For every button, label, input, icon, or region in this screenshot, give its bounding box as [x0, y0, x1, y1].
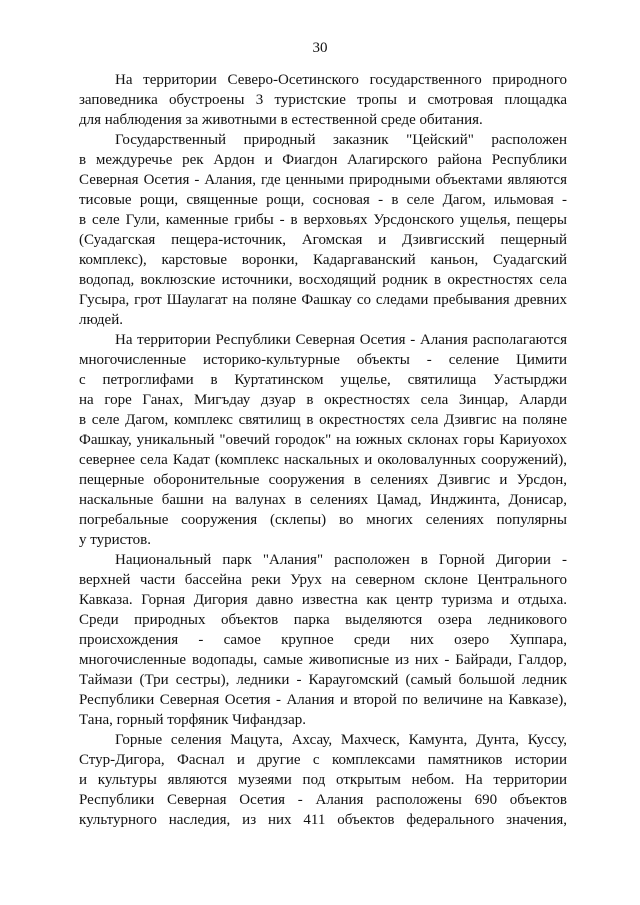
text-line: на горе Ганах, Мигъдау дзуар в окрестностях села Зинцар, Аларди [79, 392, 567, 408]
text-line: Стур-Дигора, Фаснал и другие с комплексами памятников истории [79, 752, 567, 768]
paragraph-5 [79, 730, 567, 830]
text-line: для наблюдения за животными в естественной среде обитания. [79, 112, 483, 128]
text-line: Фашкау, уникальный "овечий городок" на южных склонах горы Кариуохох [79, 432, 567, 448]
text-line: людей. [79, 312, 123, 328]
text-line: Таймази (Три сестры), ледники - Караугомский (самый большой ледник [79, 672, 567, 688]
page-number: 30 [312, 40, 328, 56]
paragraph-3 [79, 330, 567, 550]
text-line: Тана, горный торфяник Чифандзар. [79, 712, 306, 728]
text-line: севернее села Кадат (комплекс наскальных и околовалунных сооружений), [79, 452, 567, 468]
text-line: Государственный природный заказник "Цейский" расположен [115, 132, 567, 148]
body-text [79, 70, 567, 830]
text-line: Горные селения Мацута, Ахсау, Махческ, Камунта, Дунта, Куссу, [115, 732, 567, 748]
text-line: пещерные оборонительные сооружения в селениях Дзивгис и Урсдон, [79, 472, 567, 488]
paragraph-4 [79, 550, 567, 730]
text-line: в селе Дагом, комплекс святилищ в окрестностях села Дзивгис на поляне [79, 412, 567, 428]
text-line: с петроглифами в Куртатинском ущелье, святилища Уастырджи [79, 372, 567, 388]
text-line: верхней части бассейна реки Урух на северном склоне Центрального [79, 572, 567, 588]
text-line: культурного наследия, из них 411 объектов федерального значения, [79, 812, 567, 828]
text-line: Республики Северная Осетия - Алания и второй по величине на Кавказе), [79, 692, 567, 708]
text-line: заповедника обустроены 3 туристские тропы и смотровая площадка [79, 92, 567, 108]
text-line: комплекс), карстовые воронки, Кадаргаванский каньон, Суадагский [79, 252, 567, 268]
text-line: Гусыра, грот Шаулагат на поляне Фашкау со следами пребывания древних [79, 292, 567, 308]
text-line: На территории Северо-Осетинского государственного природного [115, 72, 567, 88]
text-line: многочисленные историко-культурные объекты - селение Цимити [79, 352, 567, 368]
text-line: в селе Гули, каменные грибы - в верховьях Урсдонского ущелья, пещеры [79, 212, 567, 228]
text-line: в междуречье рек Ардон и Фиагдон Алагирского района Республики [79, 152, 567, 168]
text-line: происхождения - самое крупное среди них озеро Хуппара, [79, 632, 567, 648]
text-line: (Суадагская пещера-источник, Агомская и Дзивгисский пещерный [79, 232, 567, 248]
text-line: погребальные сооружения (склепы) во многих селениях популярны [79, 512, 567, 528]
text-line: наскальные башни на валунах в селениях Цамад, Инджинта, Донисар, [79, 492, 567, 508]
text-line: Республики Северная Осетия - Алания расположены 690 объектов [79, 792, 567, 808]
text-line: Среди природных объектов парка выделяются озера ледникового [79, 612, 567, 628]
paragraph-2 [79, 130, 567, 330]
text-line: тисовые рощи, священные рощи, сосновая - в селе Дагом, ильмовая - [79, 192, 567, 208]
text-line: Кавказа. Горная Дигория давно известна как центр туризма и отдыха. [79, 592, 567, 608]
text-line: у туристов. [79, 532, 151, 548]
text-line: Северная Осетия - Алания, где ценными природными объектами являются [79, 172, 567, 188]
text-line: водопад, воклюзские источники, восходящий родник в окрестностях села [79, 272, 567, 288]
text-line: многочисленные водопады, самые живописные из них - Байради, Галдор, [79, 652, 567, 668]
paragraph-1 [79, 70, 567, 130]
text-line: Национальный парк "Алания" расположен в Горной Дигории - [115, 552, 567, 568]
text-line: На территории Республики Северная Осетия - Алания располагаются [115, 332, 567, 348]
text-line: и культуры являются музеями под открытым небом. На территории [79, 772, 567, 788]
